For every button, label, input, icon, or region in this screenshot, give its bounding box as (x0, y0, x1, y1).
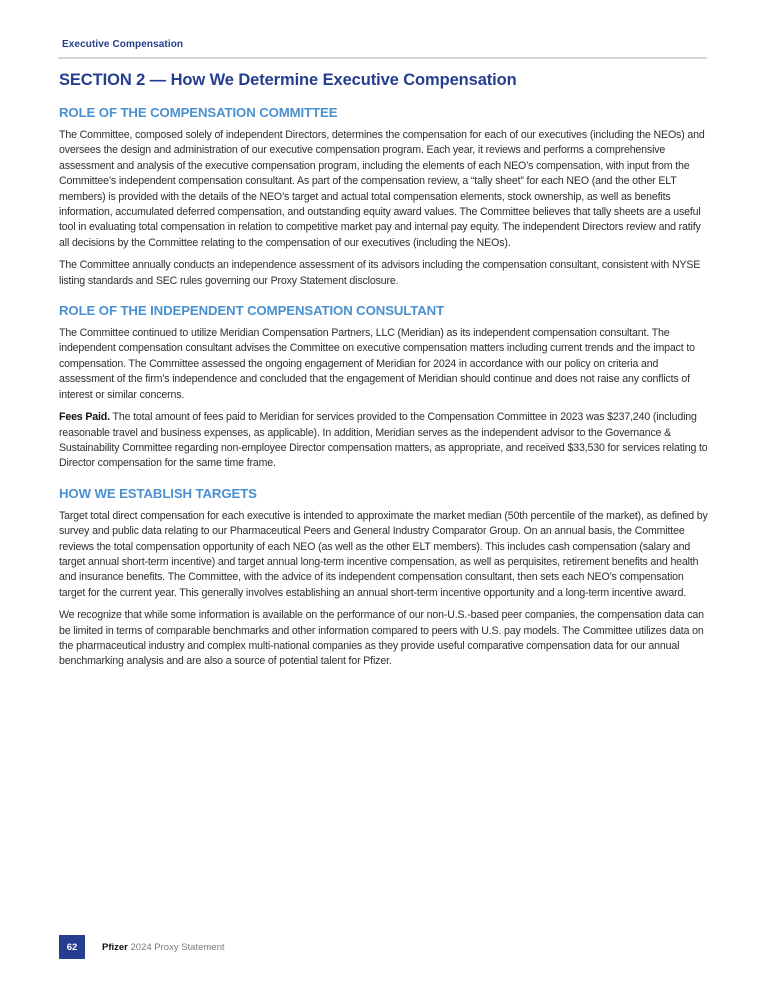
page-number-badge: 62 (59, 935, 85, 959)
footer-title: 2024 Proxy Statement (127, 941, 225, 953)
subsection-heading: ROLE OF THE INDEPENDENT COMPENSATION CONSULTANT (59, 303, 445, 319)
subsection-independent-consultant (59, 302, 711, 472)
footer-brand: Pfizer (102, 941, 128, 953)
section-title: SECTION 2 — How We Determine Executive Compensation (59, 71, 517, 89)
paragraph: The Committee annually conducts an independence assessment of its advisors including the compensation consultant, consistent with NYSE listing standards and SEC rules governing our Proxy Statement disclosure. (59, 259, 701, 287)
paragraph: The Committee, composed solely of independent Directors, determines the compensation for each of our executives (including the NEOs) and oversees the design and administration of our executive compensation program. Each year, it reviews and performs a comprehensive assessment and analysis of the executive compensation program, including the elements of each NEO’s compensation, with input from the Committee’s independent compensation consultant. As part of the compensation review, a “tally sheet” for each NEO (and the other ELT members) is provided with the details of the NEO’s target and actual total compensation elements, stock ownership, as well as benefits information, accumulated deferred compensation, and outstanding equity award values. The Committee believes that tally sheets are a useful tool in evaluating total compensation in relation to competitive market pay and internal pay equity. The independent Directors review and ratify all decisions by the Committee relating to the compensation of our executives (including the NEOs). (59, 129, 705, 249)
page-footer (59, 935, 225, 959)
subsection-heading: ROLE OF THE COMPENSATION COMMITTEE (59, 105, 338, 120)
subsection-heading: HOW WE ESTABLISH TARGETS (59, 485, 257, 501)
paragraph: The Committee continued to utilize Meridian Compensation Partners, LLC (Meridian) as its independent compensation consultant. The independent compensation consultant advises the Committee on executive compensation matters including current trends and the impact to compensation. The Committee assessed the ongoing engagement of Meridian for 2024 in accordance with our policy on criteria and assessment of the firm’s independence and concluded that the engagement of Meridian should continue and does not raise any conflicts of interest or similar concerns. (59, 327, 695, 401)
fees-paid-label: Fees Paid. (59, 411, 110, 424)
header-divider (58, 57, 707, 59)
fees-paid-text: The total amount of fees paid to Meridian for services provided to the Compensation Committee in 2023 was $237,240 (including reasonable travel and business expenses, as applicable). In addition, Meridian serves as the independent advisor to the Governance & Sustainability Committee regarding non-employee Director compensation matters, as appropriate, and received $33,530 for services relating to Director compensation for the same time frame. (59, 411, 708, 470)
running-header: Executive Compensation (62, 39, 184, 50)
paragraph: Target total direct compensation for each executive is intended to approximate the market median (50th percentile of the market), as defined by survey and public data relating to our Pharmaceutical Peers and General Industry Comparator Group. On an annual basis, the Committee reviews the total compensation opportunity of each NEO (as well as the other ELT members). This includes cash compensation (salary and target annual short-term incentive) and target annual long-term incentive compensation, as well as perquisites, retirement benefits and health and insurance benefits. The Committee, with the advice of its independent compensation consultant, then sets each NEO’s compensation target for the current year. This generally involves establishing an annual short-term incentive opportunity and a long-term incentive award. (59, 509, 708, 599)
page-content (59, 69, 711, 677)
fees-paid-paragraph (59, 410, 711, 472)
subsection-establish-targets (59, 485, 711, 670)
paragraph: We recognize that while some information is available on the performance of our non-U.S.-based peer companies, the compensation data can be limited in terms of comparable benchmarks and other information compared to peers with U.S. pay models. The Committee utilizes data on the pharmaceutical industry and complex multi-national companies as they provide useful comparative compensation data for our annual benchmarking analysis and are also a source of potential talent for Pfizer. (59, 609, 704, 668)
footer-document-title (102, 942, 225, 953)
subsection-compensation-committee (59, 104, 711, 289)
